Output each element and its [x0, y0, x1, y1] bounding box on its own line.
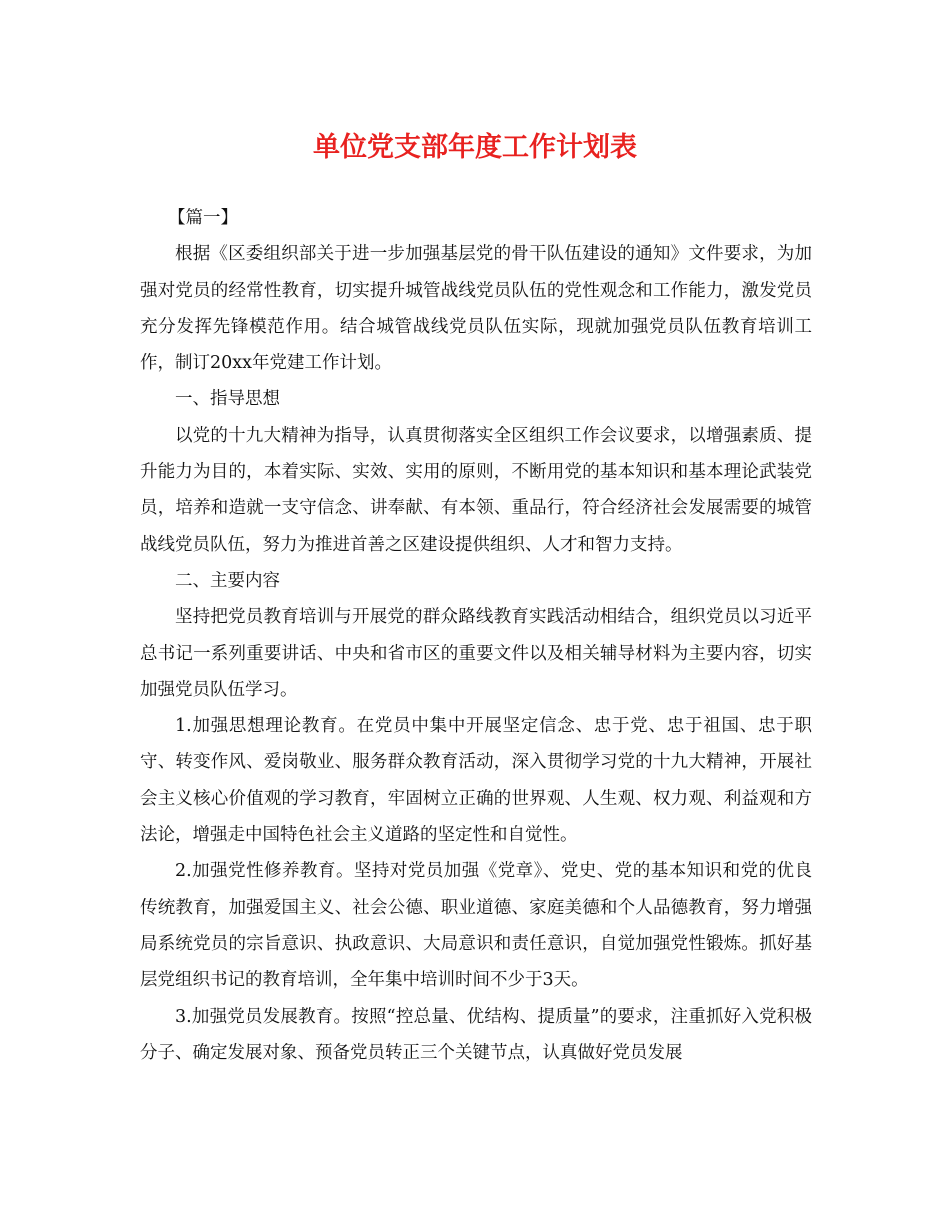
- document-title: 单位党支部年度工作计划表: [313, 132, 637, 163]
- heading-guiding-ideology: 一、指导思想: [175, 389, 280, 410]
- paragraph-item-3: 3.加强党员发展教育。按照“控总量、优结构、提质量”的要求，注重抓好入党积极分子、确定发展对象、预备党员转正三个关键节点，认真做好党员发展: [140, 1006, 812, 1063]
- heading-main-content: 二、主要内容: [175, 570, 280, 591]
- paragraph-intro: 根据《区委组织部关于进一步加强基层党的骨干队伍建设的通知》文件要求，为加强对党员的经常性教育，切实提升城管战线党员队伍的党性观念和工作能力，激发党员充分发挥先锋模范作用。结合城管战线党员队伍实际，现就加强党员队伍教育培训工作，制订20xx年党建工作计划。: [140, 244, 812, 374]
- paragraph-main-content: 坚持把党员教育培训与开展党的群众路线教育实践活动相结合，组织党员以习近平总书记一系列重要讲话、中央和省市区的重要文件以及相关辅导材料为主要内容，切实加强党员队伍学习。: [140, 607, 812, 700]
- section-tag: 【篇一】: [168, 208, 238, 228]
- paragraph-guiding-ideology: 以党的十九大精神为指导，认真贯彻落实全区组织工作会议要求，以增强素质、提升能力为目的，本着实际、实效、实用的原则，不断用党的基本知识和基本理论武装党员，培养和造就一支守信念、讲奉献、有本领、重品行，符合经济社会发展需要的城管战线党员队伍，努力为推进首善之区建设提供组织、人才和智力支持。: [140, 425, 812, 555]
- paragraph-item-2: 2.加强党性修养教育。坚持对党员加强《党章》、党史、党的基本知识和党的优良传统教育，加强爱国主义、社会公德、职业道德、家庭美德和个人品德教育，努力增强局系统党员的宗旨意识、执政意识、大局意识和责任意识，自觉加强党性锻炼。抓好基层党组织书记的教育培训，全年集中培训时间不少于3天。: [140, 861, 812, 991]
- paragraph-item-1: 1.加强思想理论教育。在党员中集中开展坚定信念、忠于党、忠于祖国、忠于职守、转变作风、爱岗敬业、服务群众教育活动，深入贯彻学习党的十九大精神，开展社会主义核心价值观的学习教育，牢固树立正确的世界观、人生观、权力观、利益观和方法论，增强走中国特色社会主义道路的坚定性和自觉性。: [140, 716, 812, 846]
- document-body: [140, 200, 812, 1071]
